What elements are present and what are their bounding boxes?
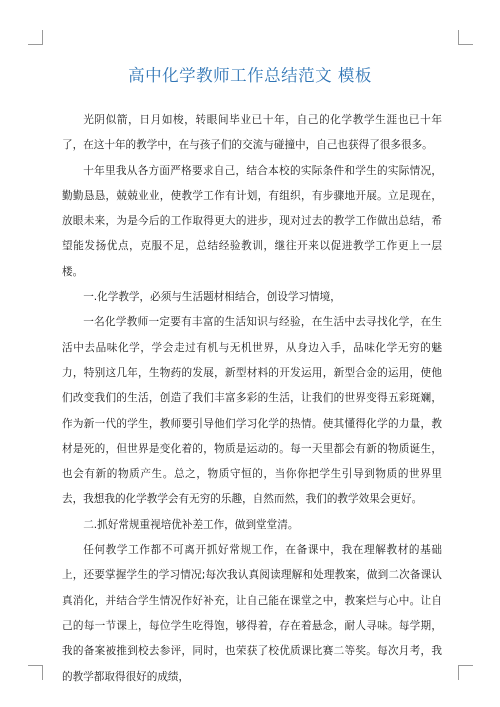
crop-mark-top-left	[28, 30, 43, 45]
paragraph-overview: 十年里我从各方面严格要求自己，结合本校的实际条件和学生的实际情况，勤勤恳恳，兢兢业业，使教学工作有计划，有组织，有步骤地开展。立足现在，放眼未来，为是今后的工作取得更大的进步，现对过去的教学工作做出总结，希望能发扬优点，克服不足，总结经验教训，继往开来以促进教学工作更上一层楼。	[62, 164, 442, 278]
document-title: 高中化学教师工作总结范文 模板	[128, 66, 372, 85]
section-heading-2: 二.抓好常规重视培优补差工作，做到堂堂清。	[83, 518, 299, 531]
paragraph-intro: 光阴似箭，日月如梭，转眼间毕业已十年，自己的化学教学生涯也已十年了，在这十年的教学中，在与孩子们的交流与碰撞中，自己也获得了很多很多。	[62, 114, 442, 152]
paragraph-section-1: 一名化学教师一定要有丰富的生活知识与经验，在生活中去寻找化学，在生活中去品味化学，学会走过有机与无机世界，从身边入手，品味化学无穷的魅力，特别这几年，生物药的发展，新型材料的开发运用，新型合金的运用，使他们改变我们的生活，创造了我们丰富多彩的生活，让我们的世界变得五彩斑斓，作为新一代的学生，教师要引导他们学习化学的热情。使其懂得化学的力量，教材是死的，但世界是变化着的，物质是运动的。每一天里都会有新的物质诞生，也会有新的物质产生。总之，物质守恒的，当你你把学生引导到物质的世界里去，我想我的化学教学会有无穷的乐趣，自然而然，我们的教学效果会更好。	[62, 316, 442, 506]
paragraph-section-2: 任何教学工作都不可离开抓好常规工作，在备课中，我在理解教材的基础上，还要掌握学生的学习情况;每次我认真阅读理解和处理教案，做到二次备课认真消化，并结合学生情况作好补充，让自己能在课堂之中，教案烂与心中。让自己的每一节课上，每位学生吃得饱，够得着，存在着悬念，耐人寻味。每学期，我的备案被推到校去参评，同时，也荣获了校优质课比赛二等奖。每次月考，我的教学都取得很好的成绩，	[62, 544, 442, 683]
document-body	[62, 108, 442, 690]
crop-mark-bottom-right	[458, 665, 473, 680]
section-heading-1: 一.化学教学，必须与生活题材相结合，创设学习情境，	[83, 291, 341, 304]
crop-mark-top-right	[458, 30, 473, 45]
crop-mark-bottom-left	[28, 665, 43, 680]
